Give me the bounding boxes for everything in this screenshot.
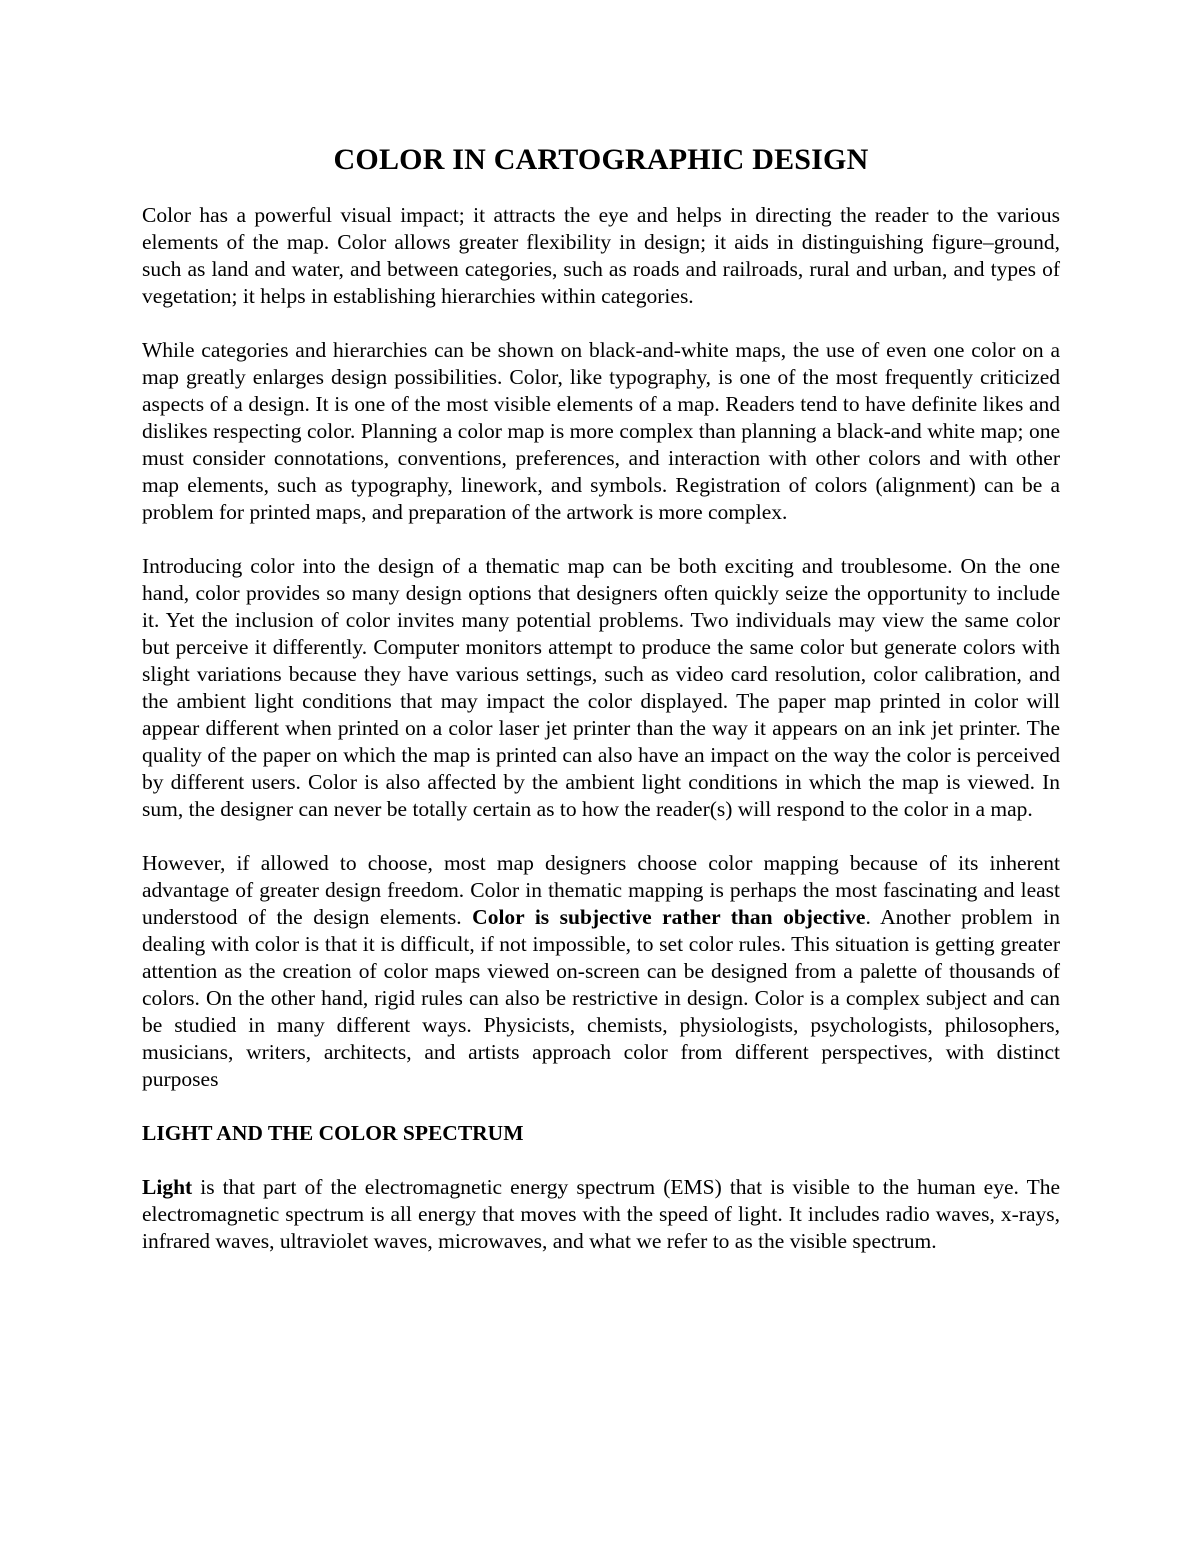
document-page <box>142 140 1060 1282</box>
document-title: COLOR IN CARTOGRAPHIC DESIGN <box>333 143 869 176</box>
paragraph-4-text-end: . Another problem in dealing with color is that it is difficult, if not impossible, to set color rules. This situation is getting greater attention as the creation of color maps viewed on-screen can be designed from a palette of thousands of colors. On the other hand, rigid rules can also be restrictive in design. Color is a complex subject and can be studied in many different ways. Physicists, chemists, physiologists, psychologists, philosophers, musicians, writers, architects, and artists approach color from different perspectives, with distinct purposes <box>142 905 1060 1091</box>
paragraph-thematic-color: Introducing color into the design of a thematic map can be both exciting and troublesome. On the one hand, color provides so many design options that designers often quickly seize the opportunity to include it. Yet the inclusion of color invites many potential problems. Two individuals may view the same color but perceive it differently. Computer monitors attempt to produce the same color but generate colors with slight variations because they have various settings, such as video card resolution, color calibration, and the ambient light conditions that may impact the color displayed. The paper map printed in color will appear different when printed on a color laser jet printer than the way it appears on an ink jet printer. The quality of the paper on which the map is printed can also have an impact on the way the color is perceived by different users. Color is also affected by the ambient light conditions in which the map is viewed. In sum, the designer can never be totally certain as to how the reader(s) will respond to the color in a map. <box>142 554 1060 821</box>
paragraph-4-text-start: However, if allowed to choose, most map designers choose color mapping because of its inherent advantage of greater design freedom. Color in thematic mapping is perhaps the most fascinating and least understood of the design elements. <box>142 851 1060 929</box>
section-heading: LIGHT AND THE COLOR SPECTRUM <box>142 1121 524 1145</box>
paragraph-subjective-color <box>142 850 1060 1093</box>
light-definition: is that part of the electromagnetic energy spectrum (EMS) that is visible to the human eye. The electromagnetic spectrum is all energy that moves with the speed of light. It includes radio waves, x-rays, infrared waves, ultraviolet waves, microwaves, and what we refer to as the visible spectrum. <box>142 1175 1060 1253</box>
paragraph-light <box>142 1174 1060 1255</box>
paragraph-4-bold-phrase: Color is subjective rather than objective <box>472 905 866 929</box>
light-term: Light <box>142 1175 193 1199</box>
paragraph-black-and-white: While categories and hierarchies can be shown on black-and-white maps, the use of even one color on a map greatly enlarges design possibilities. Color, like typography, is one of the most frequently criticized aspects of a design. It is one of the most visible elements of a map. Readers tend to have definite likes and dislikes respecting color. Planning a color map is more complex than planning a black-and white map; one must consider connotations, conventions, preferences, and interaction with other colors and with other map elements, such as typography, linework, and symbols. Registration of colors (alignment) can be a problem for printed maps, and preparation of the artwork is more complex. <box>142 338 1060 524</box>
paragraph-intro: Color has a powerful visual impact; it attracts the eye and helps in directing the reader to the various elements of the map. Color allows greater flexibility in design; it aids in distinguishing figure–ground, such as land and water, and between categories, such as roads and railroads, rural and urban, and types of vegetation; it helps in establishing hierarchies within categories. <box>142 203 1060 308</box>
